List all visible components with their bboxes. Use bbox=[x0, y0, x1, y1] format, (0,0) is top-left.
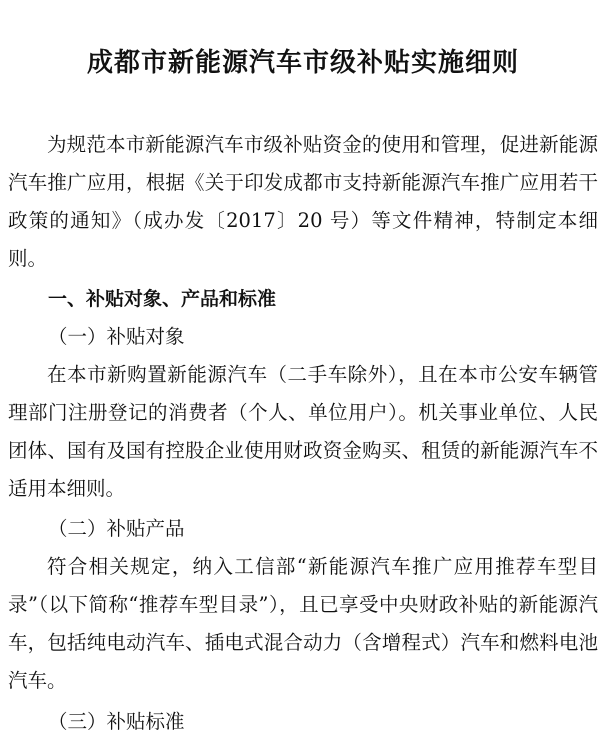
subsection-2-heading: （二）补贴产品 bbox=[48, 517, 185, 540]
intro-paragraph: 为规范本市新能源汽车市级补贴资金的使用和管理，促进新能源汽车推广应用，根据《关于印发成都市支持新能源汽车推广应用若干政策的通知》（成办发〔2017〕20 号）等文件精神，特制定本细则。 bbox=[8, 133, 598, 270]
section-1-heading: 一、补贴对象、产品和标准 bbox=[48, 288, 277, 310]
subsection-1-paragraph: 在本市新购置新能源汽车（二手车除外），且在本市公安车辆管理部门注册登记的消费者（个人、单位用户）。机关事业单位、人民团体、国有及国有控股企业使用财政资金购买、租赁的新能源汽车不适用本细则。 bbox=[8, 363, 598, 500]
subsection-2-paragraph: 符合相关规定，纳入工信部“新能源汽车推广应用推荐车型目录”（以下简称“推荐车型目录”），且已享受中央财政补贴的新能源汽车，包括纯电动汽车、插电式混合动力（含增程式）汽车和燃料电池汽车。 bbox=[8, 555, 598, 692]
document-title: 成都市新能源汽车市级补贴实施细则 bbox=[86, 48, 519, 78]
subsection-3-heading: （三）补贴标准 bbox=[48, 710, 185, 733]
subsection-1-heading: （一）补贴对象 bbox=[48, 325, 185, 348]
